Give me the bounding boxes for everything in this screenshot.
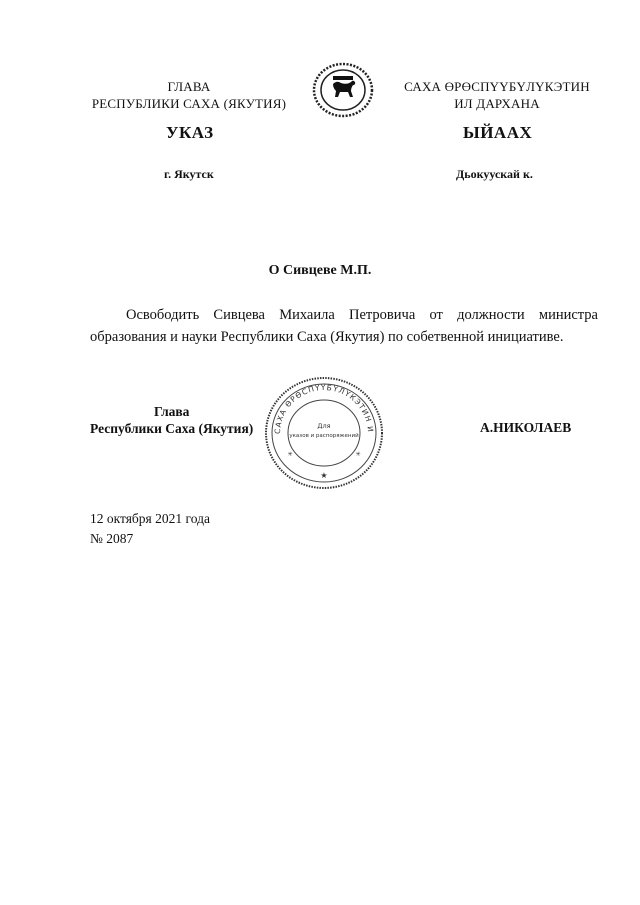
city-dyokuuskai: Дьокуускай к. [456,167,533,181]
header-right-line1: САХА ӨРӨСПҮҮБҮЛҮКЭТИН [404,79,590,94]
decree-body-paragraph: Освободить Сивцева Михаила Петровича от должности министра образования и науки Республики Саха (Якутия) по собетвенной инициативе. [90,307,598,345]
decree-body [90,304,598,348]
decree-subject: О Сивцеве М.П. [268,263,372,278]
title-yiaakh: ЫЙААХ [463,123,533,142]
header-right [390,78,604,112]
decree-footer [90,509,210,549]
official-seal-stamp [262,374,386,492]
coat-of-arms-emblem [311,62,375,118]
svg-text:САХА ӨРӨСПҮҮБҮЛҮКЭТИН ИЛ ДАРХА: САХА ӨРӨСПҮҮБҮЛҮКЭТИН И [272,382,376,435]
decree-date: 12 октября 2021 года [90,511,210,526]
title-ukaz: УКАЗ [166,123,214,142]
decree-number: № 2087 [90,531,134,546]
svg-text:✳: ✳ [287,451,293,458]
header-left-line2: РЕСПУБЛИКИ САХА (ЯКУТИЯ) [91,96,287,111]
header-left [70,78,308,112]
signature-title-line1: Глава [154,404,190,419]
signature-title [90,403,280,437]
svg-text:Для: Для [317,422,331,430]
svg-text:✳: ✳ [355,451,361,458]
signatory-name: А.НИКОЛАЕВ [480,420,572,435]
header-left-line1: ГЛАВА [167,79,211,94]
city-yakutsk: г. Якутск [164,167,214,181]
svg-text:указов и распоряжений: указов и распоряжений [289,433,359,439]
svg-text:★: ★ [320,471,328,480]
signature-title-line2: Республики Саха (Якутия) [90,421,254,436]
header-right-line2: ИЛ ДАРХАНА [454,96,540,111]
